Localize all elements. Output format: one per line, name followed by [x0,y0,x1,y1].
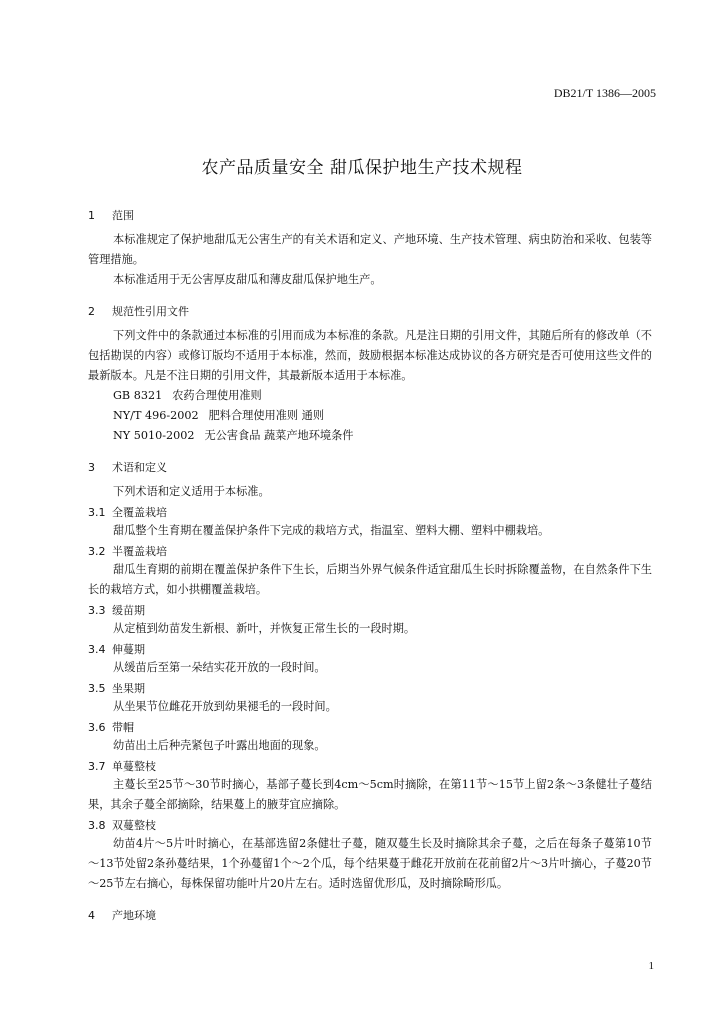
term-number: 3.7 [88,760,106,773]
document-body [88,208,652,930]
paragraph: 本标准规定了保护地甜瓜无公害生产的有关术语和定义、产地环境、生产技术管理、病虫防治和采收、包装等管理措施。 [88,233,652,266]
section-title: 产地环境 [112,909,156,922]
term-title: 带帽 [112,721,134,734]
section-number: 3 [88,461,95,474]
term-heading [88,603,652,619]
term-title: 单蔓整枝 [112,760,156,773]
reference-item [88,386,652,406]
term-number: 3.3 [88,604,106,617]
term-heading [88,544,652,560]
paragraph: 本标准适用于无公害厚皮甜瓜和薄皮甜瓜保护地生产。 [113,273,382,286]
section-number: 4 [88,909,95,922]
section-title: 范围 [112,209,134,222]
term-title: 双蔓整枝 [112,819,156,832]
section-number: 2 [88,305,95,318]
term-heading [88,759,652,775]
section-title: 规范性引用文件 [112,305,189,318]
term-title: 伸蔓期 [112,643,145,656]
section-number: 1 [88,209,95,222]
section-title: 术语和定义 [112,461,167,474]
page-number: 1 [648,960,654,972]
reference-name: 农药合理使用准则 [172,389,262,402]
term-heading [88,505,652,521]
term-heading [88,720,652,736]
term-heading [88,818,652,834]
term-definition: 幼苗出土后种壳紧包子叶露出地面的现象。 [113,739,326,752]
term-definition: 主蔓长至25节～30节时摘心，基部子蔓长到4cm～5cm时摘除，在第11节～15节上留2条～3条健壮子蔓结果，其余子蔓全部摘除，结果蔓上的腋芽宜应摘除。 [88,778,652,811]
paragraph: 下列文件中的条款通过本标准的引用而成为本标准的条款。凡是注日期的引用文件，其随后所有的修改单（不包括勘误的内容）或修订版均不适用于本标准，然而，鼓励根据本标准达成协议的各方研究是否可使用这些文件的最新版本。凡是不注日期的引用文件，其最新版本适用于本标准。 [88,329,652,382]
term-number: 3.8 [88,819,106,832]
section-heading [88,208,652,224]
term-definition: 甜瓜生育期的前期在覆盖保护条件下生长，后期当外界气候条件适宜甜瓜生长时拆除覆盖物，在自然条件下生长的栽培方式，如小拱棚覆盖栽培。 [88,563,652,596]
term-heading [88,642,652,658]
reference-code: NY/T 496-2002 [113,409,199,422]
term-number: 3.4 [88,643,106,656]
paragraph: 下列术语和定义适用于本标准。 [113,485,270,498]
term-definition: 从坐果节位雌花开放到幼果褪毛的一段时间。 [113,700,337,713]
reference-item [88,406,652,426]
section-heading [88,460,652,476]
term-number: 3.1 [88,506,106,519]
reference-name: 肥料合理使用准则 通则 [208,409,325,422]
term-definition: 从定植到幼苗发生新根、新叶，并恢复正常生长的一段时期。 [113,622,416,635]
term-title: 半覆盖栽培 [112,545,167,558]
document-title: 农产品质量安全 甜瓜保护地生产技术规程 [201,158,523,178]
reference-item [88,426,652,446]
term-number: 3.5 [88,682,106,695]
term-title: 坐果期 [112,682,145,695]
reference-name: 无公害食品 蔬菜产地环境条件 [204,429,354,442]
standard-code: DB21/T 1386—2005 [553,86,656,100]
term-heading [88,681,652,697]
term-title: 缓苗期 [112,604,145,617]
term-definition: 从缓苗后至第一朵结实花开放的一段时间。 [113,661,326,674]
term-number: 3.6 [88,721,106,734]
term-number: 3.2 [88,545,106,558]
section-heading [88,304,652,320]
reference-code: NY 5010-2002 [113,429,195,442]
term-title: 全覆盖栽培 [112,506,167,519]
reference-code: GB 8321 [113,389,163,402]
term-definition: 幼苗4片～5片叶时摘心，在基部选留2条健壮子蔓，随双蔓生长及时摘除其余子蔓，之后在每条子蔓第10节～13节处留2条孙蔓结果，1个孙蔓留1个～2个瓜，每个结果蔓于雌花开放前在花前留2片～3片叶摘心，子蔓20节～25节左右摘心，每株保留功能叶片20片左右。适时选留优形瓜，及时摘除畸形瓜。 [88,837,652,890]
section-heading [88,908,652,924]
term-definition: 甜瓜整个生育期在覆盖保护条件下完成的栽培方式，指温室、塑料大棚、塑料中棚栽培。 [113,524,550,537]
